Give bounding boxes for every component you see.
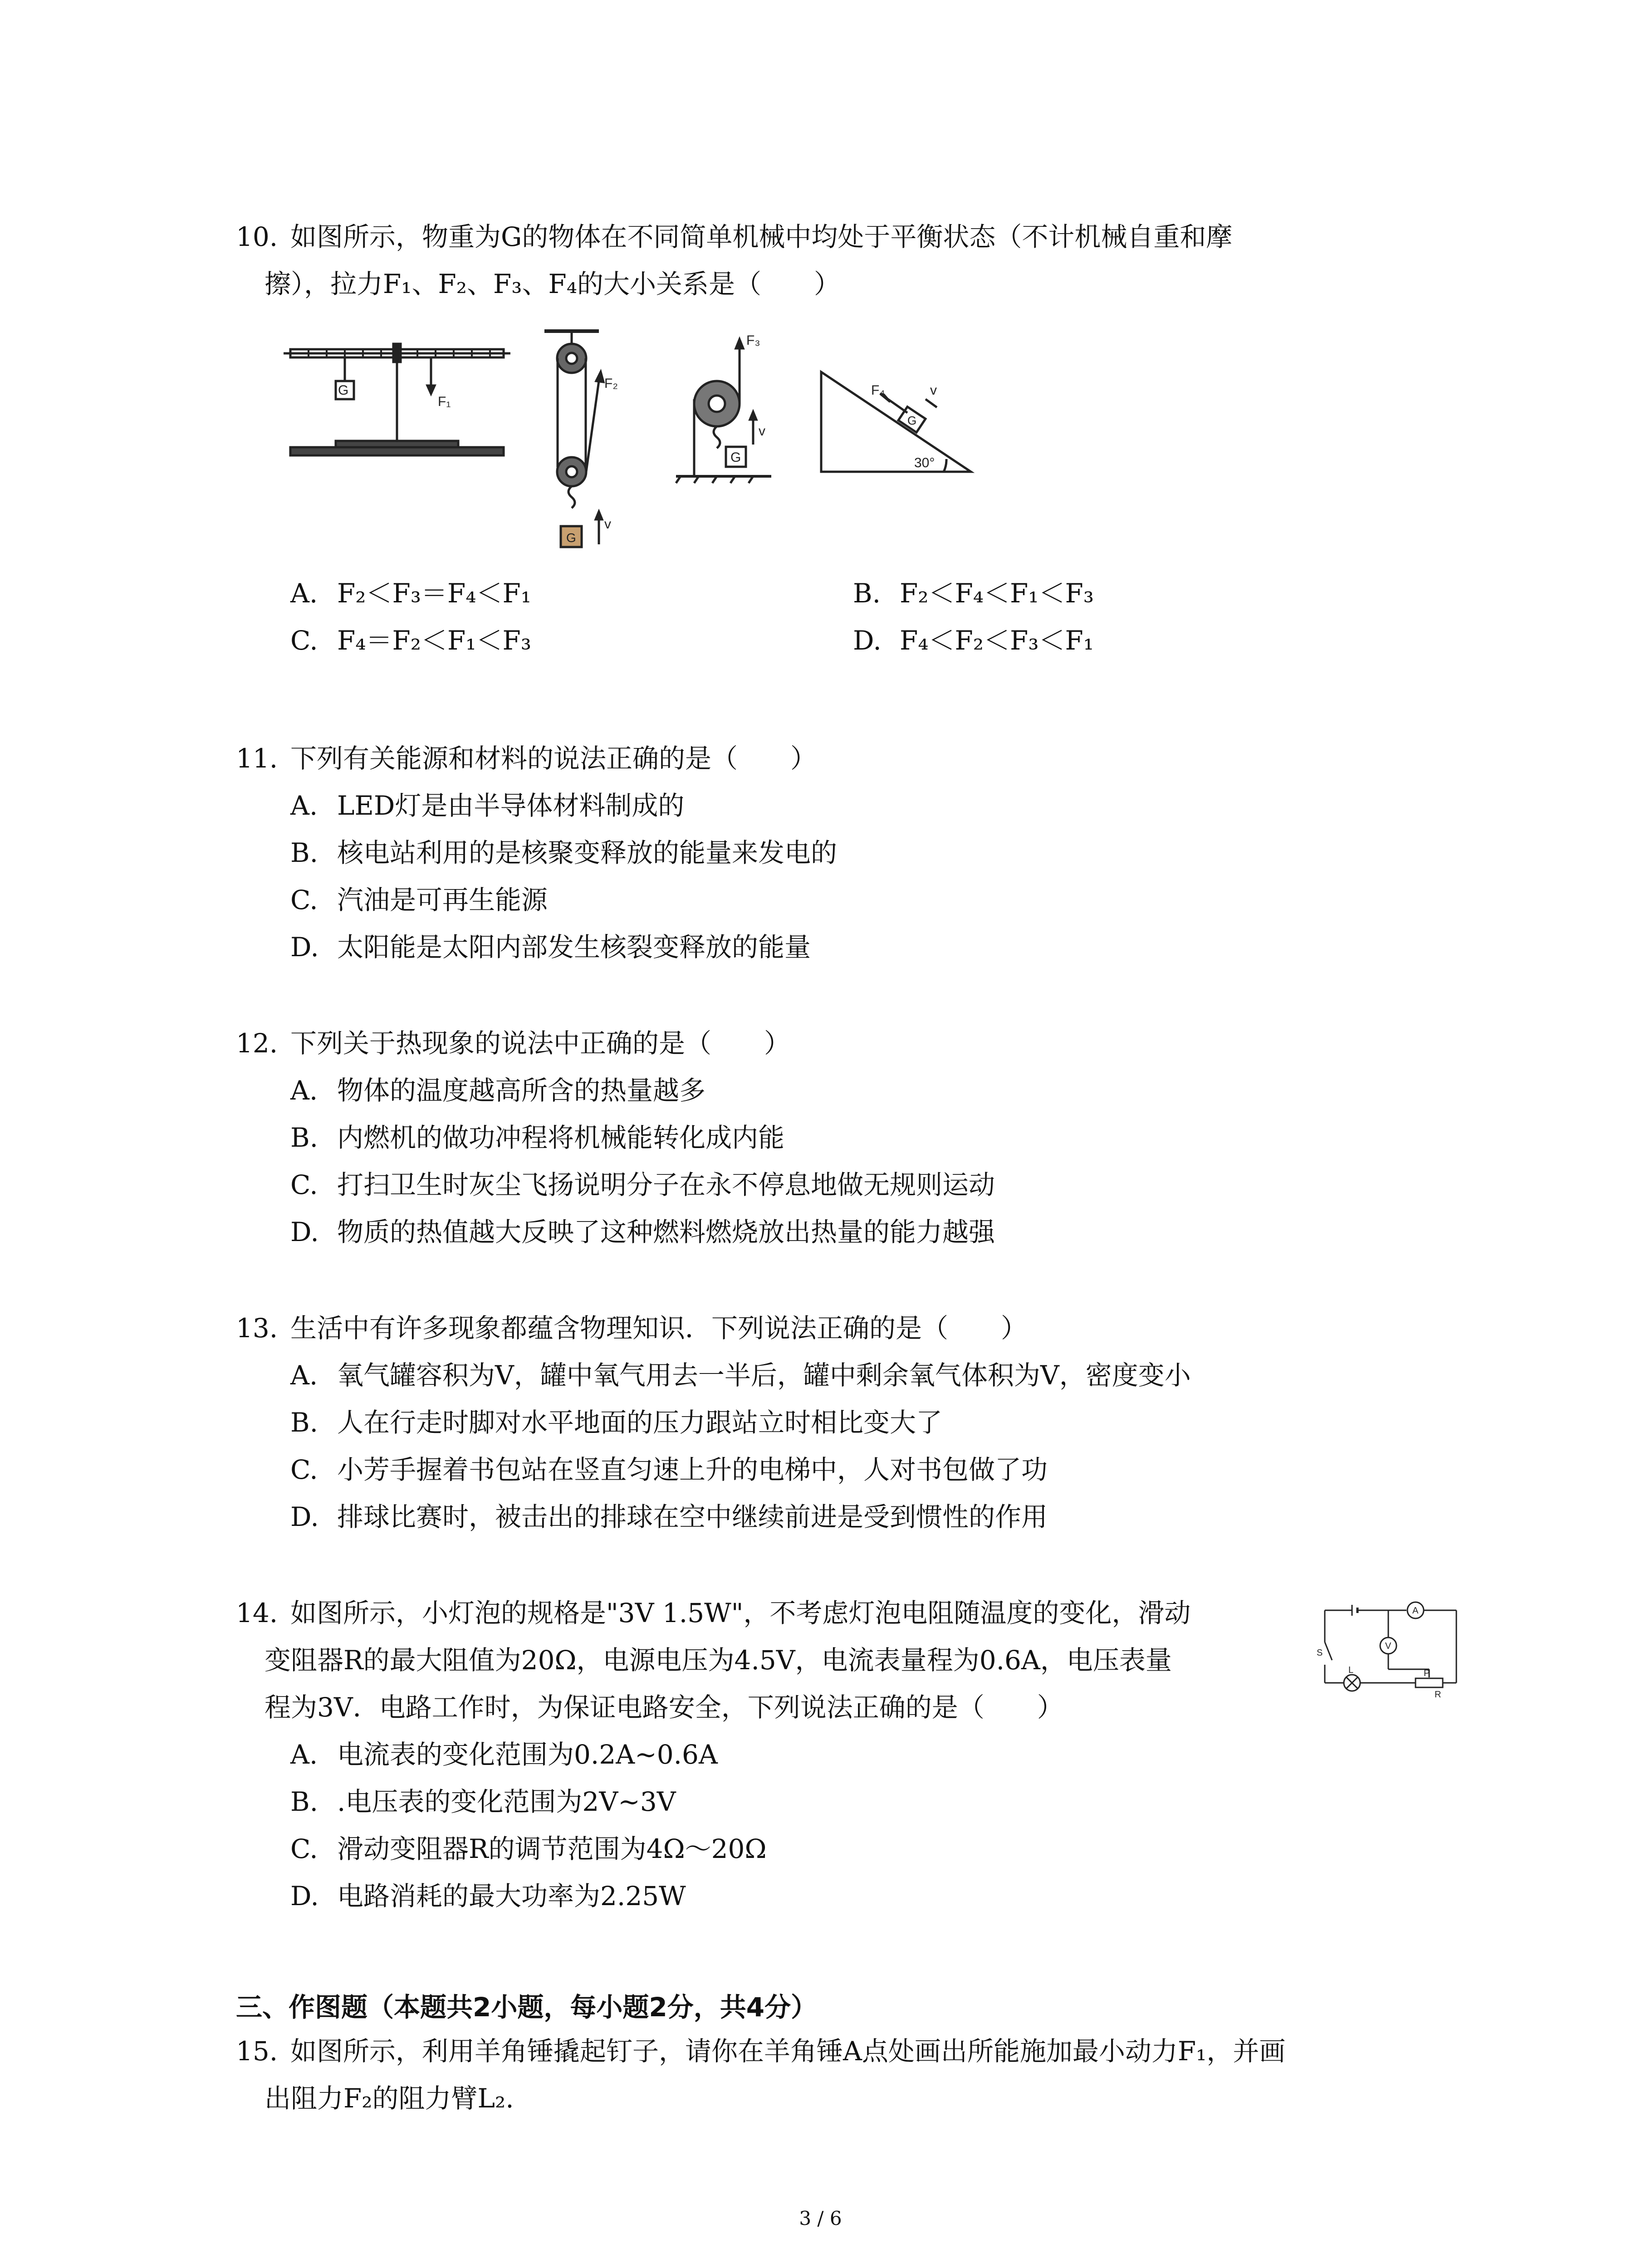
question-stem-line: 程为3V．电路工作时，为保证电路安全，下列说法正确的是（ ） (265, 1692, 1063, 1723)
option-b: B. 核电站利用的是核聚变释放的能量来发电的 (290, 837, 838, 868)
slider-label: P (1424, 1668, 1430, 1678)
question-stem: 生活中有许多现象都蕴含物理知识．下列说法正确的是（ ） (290, 1313, 1028, 1344)
question-stem-line: 出阻力F₂的阻力臂L₂. (265, 2083, 514, 2114)
question-stem: 下列有关能源和材料的说法正确的是（ ） (290, 743, 817, 774)
option-b: B. 人在行走时脚对水平地面的压力跟站立时相比变大了 (290, 1407, 943, 1438)
voltmeter-label: V (1385, 1641, 1391, 1651)
question-12 (236, 1020, 1461, 1256)
movable-weight-label: G (730, 450, 741, 465)
movable-pulley-diagram (676, 339, 771, 483)
option-c: C. 打扫卫生时灰尘飞扬说明分子在永不停息地做无规则运动 (290, 1169, 995, 1200)
lever-force-label: F₁ (438, 394, 451, 409)
page-number: 3 / 6 (799, 2207, 842, 2229)
option-c: C. 小芳手握着书包站在竖直匀速上升的电梯中，人对书包做了功 (290, 1454, 1048, 1485)
option-d: D. 物质的热值越大反映了这种燃料燃烧放出热量的能力越强 (290, 1217, 995, 1247)
question-number: 12. (236, 1028, 278, 1059)
question-stem-line: 擦），拉力F₁、F₂、F₃、F₄的大小关系是（ ） (265, 269, 840, 299)
question-number: 10. (236, 221, 278, 252)
question-stem: 下列关于热现象的说法中正确的是（ ） (290, 1028, 791, 1059)
question-13 (236, 1305, 1461, 1540)
question-number: 11. (236, 743, 278, 774)
question-number: 13. (236, 1313, 278, 1344)
ammeter-label: A (1412, 1606, 1419, 1616)
question-10 (236, 213, 1461, 308)
option-d: D. F₄＜F₂＜F₃＜F₁ (853, 625, 1094, 656)
option-a: A. LED灯是由半导体材料制成的 (290, 790, 685, 821)
question-number: 15. (236, 2036, 278, 2067)
movable-velocity-label: v (759, 424, 765, 439)
simple-machines-figure (281, 327, 989, 558)
pulley-weight-label: G (566, 531, 576, 545)
incline-force-label: F₄ (871, 383, 885, 398)
option-a: A. F₂＜F₃＝F₄＜F₁ (290, 578, 531, 609)
option-a: A. 电流表的变化范围为0.2A~0.6A (290, 1739, 718, 1770)
option-d: D. 电路消耗的最大功率为2.25W (290, 1881, 686, 1911)
option-c: C. F₄＝F₂＜F₁＜F₃ (290, 625, 531, 656)
question-11 (236, 735, 1461, 971)
incline-diagram (821, 372, 971, 472)
question-10-options (236, 570, 1461, 664)
question-stem-line: 如图所示，物重为G的物体在不同简单机械中均处于平衡状态（不计机械自重和摩 (290, 221, 1233, 252)
pulley-velocity-label: v (604, 517, 611, 532)
movable-force-label: F₃ (746, 333, 760, 348)
incline-angle-label: 30° (914, 455, 935, 470)
question-stem-line: 变阻器R的最大阻值为20Ω，电源电压为4.5V，电流表量程为0.6A，电压表量 (265, 1645, 1172, 1676)
question-14 (236, 1589, 1461, 1920)
question-number: 14. (236, 1598, 278, 1628)
option-b: B. 内燃机的做功冲程将机械能转化成内能 (290, 1122, 785, 1153)
lamp-label: L (1348, 1665, 1354, 1675)
rheostat-label: R (1435, 1690, 1441, 1700)
option-b: B. .电压表的变化范围为2V~3V (290, 1786, 676, 1817)
option-c: C. 滑动变阻器R的调节范围为4Ω～20Ω (290, 1833, 767, 1864)
circuit-figure (1316, 1592, 1465, 1706)
question-stem-line: 如图所示，小灯泡的规格是"3V 1.5W"，不考虑灯泡电阻随温度的变化，滑动 (290, 1598, 1191, 1628)
switch-label: S (1317, 1648, 1323, 1658)
lever-diagram (284, 344, 510, 455)
incline-weight-label: G (907, 414, 917, 427)
option-c: C. 汽油是可再生能源 (290, 885, 548, 915)
option-d: D. 太阳能是太阳内部发生核裂变释放的能量 (290, 932, 811, 963)
question-15 (236, 2028, 1461, 2122)
incline-velocity-label: v (930, 383, 937, 398)
section-heading: 三、作图题（本题共2小题，每小题2分，共4分） (236, 1992, 818, 2023)
question-stem-line: 如图所示，利用羊角锤撬起钉子，请你在羊角锤A点处画出所能施加最小动力F₁，并画 (290, 2036, 1286, 2067)
lever-weight-label: G (338, 383, 349, 398)
option-a: A. 氧气罐容积为V，罐中氧气用去一半后，罐中剩余氧气体积为V，密度变小 (290, 1360, 1191, 1391)
option-d: D. 排球比赛时，被击出的排球在空中继续前进是受到惯性的作用 (290, 1501, 1048, 1532)
option-b: B. F₂＜F₄＜F₁＜F₃ (853, 578, 1094, 609)
pulley-force-label: F₂ (604, 376, 618, 391)
option-a: A. 物体的温度越高所含的热量越多 (290, 1075, 706, 1106)
pulley-block-diagram (544, 331, 603, 547)
